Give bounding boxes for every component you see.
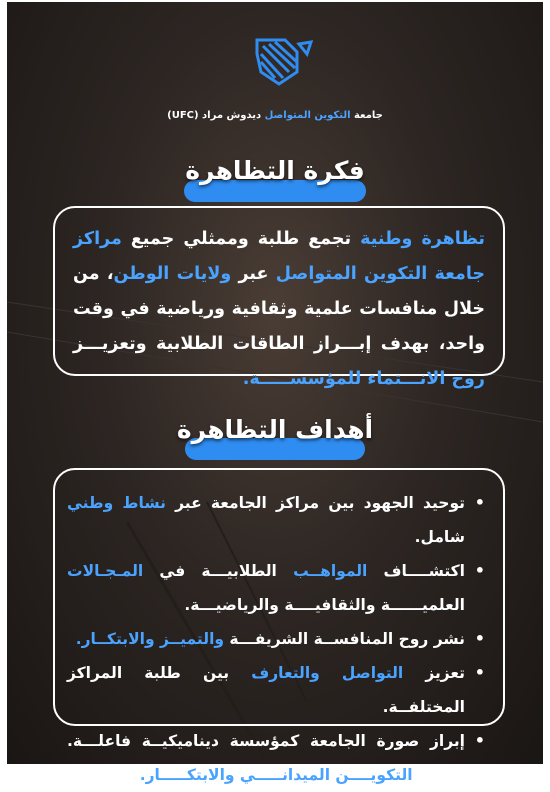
goals-box — [53, 468, 505, 784]
goal-item-4-run-1: التكويــــن الميدانـــــي والابتكـــــار. — [139, 766, 413, 784]
idea-box — [53, 206, 505, 389]
idea-paragraph-run-5: ، من خلال منافسات علمية وثقافية ورياضية في وقت واحد، بهدف إبـــراز الطاقات الطلابية وتعزيـــز — [73, 264, 485, 354]
section-title-idea: فكرة التظاهرة — [185, 156, 365, 185]
goal-item-1-run-0: اكتشــــاف — [367, 562, 465, 580]
goal-item — [67, 554, 487, 622]
goal-item-3-run-2: بين طلبة المراكز المختلفــة. — [67, 664, 465, 716]
goal-item-3-run-1: التواصل والتعارف — [251, 664, 404, 682]
university-logo-icon — [239, 32, 319, 92]
idea-paragraph-run-3: عبر — [231, 264, 276, 284]
goal-item-0-run-0: توحيد الجهود بين مراكز الجامعة عبر — [165, 494, 465, 512]
bullet-icon: • — [474, 561, 485, 580]
bullet-icon: • — [474, 731, 485, 750]
idea-paragraph-run-0: تظاهرة وطنية — [360, 229, 485, 249]
goal-item — [67, 486, 487, 554]
university-prefix: جامعة — [350, 110, 383, 121]
goal-item-0-run-2: شامل. — [414, 528, 465, 546]
idea-paragraph-run-2: مراكز جامعة التكوين المتواصل — [73, 229, 486, 284]
idea-paragraph-run-6: روح الانـــتماء للمؤسســـــة. — [242, 369, 485, 389]
university-suffix: ديدوش مراد (UFC) — [167, 110, 265, 121]
goal-item-1-run-3: المـجـالات — [67, 562, 144, 580]
bullet-icon: • — [474, 663, 485, 682]
goal-item-1-run-2: الطلابيـــة في — [143, 562, 294, 580]
poster — [7, 2, 543, 784]
goal-item-1-run-4: العلميــــــة والثقافيــــة والرياضيـــة. — [184, 596, 465, 614]
goal-item — [67, 724, 487, 792]
goal-item-0-run-1: نشاط وطني — [67, 494, 166, 512]
university-name — [7, 110, 543, 121]
goal-item-3-run-0: تعزيز — [403, 664, 465, 682]
goal-item — [67, 656, 487, 724]
bullet-icon: • — [474, 629, 485, 648]
bullet-icon: • — [474, 493, 485, 512]
goal-item-2-run-0: نشر روح المنافســة الشريفـــة — [224, 630, 465, 648]
goals-list — [67, 486, 487, 792]
idea-paragraph — [73, 222, 485, 397]
section-title-goals: أهداف التظاهرة — [176, 415, 374, 444]
goal-item-4-run-0: إبراز صورة الجامعة كمؤسسة ديناميكيــة فاعلـــة. فــــي — [67, 732, 465, 784]
goal-item-1-run-1: المواهــب — [293, 562, 368, 580]
goal-item-2-run-1: والتميــز والابتكــار. — [75, 630, 225, 648]
university-highlight: التكوين المتواصل — [264, 110, 351, 121]
idea-paragraph-run-1: تجمع طلبة وممثلي جميع — [121, 229, 361, 249]
idea-paragraph-run-4: ولايات الوطن — [113, 264, 232, 284]
goal-item — [67, 622, 487, 656]
